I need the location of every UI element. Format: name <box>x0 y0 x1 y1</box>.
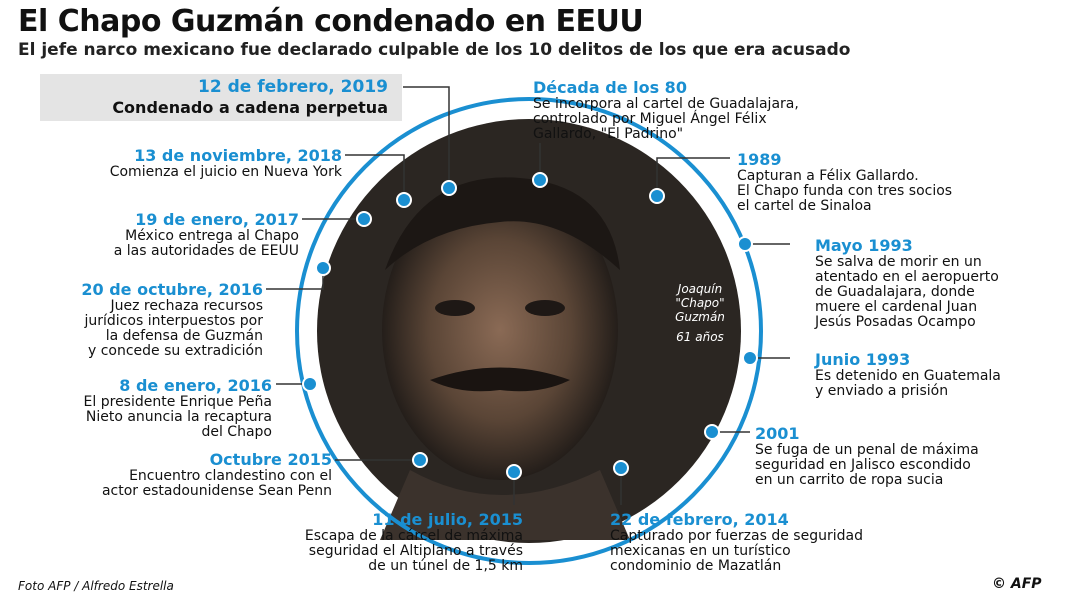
event-line: a las autoridades de EEUU <box>113 243 299 259</box>
event-right <box>737 150 952 214</box>
event-line: Comienza el juicio en Nueva York <box>109 164 342 180</box>
event-date: Junio 1993 <box>815 350 911 369</box>
timeline-dot <box>507 465 521 479</box>
event-date: 8 de enero, 2016 <box>119 376 272 395</box>
timeline-dot <box>397 193 411 207</box>
event-date: 2001 <box>755 424 800 443</box>
event-left <box>102 450 332 499</box>
photo-caption <box>655 282 745 344</box>
event-line: Se incorpora al cartel de Guadalajara, <box>533 96 799 112</box>
event-line: y enviado a prisión <box>815 383 949 399</box>
caption-line: Guzmán <box>675 310 725 324</box>
timeline-dot <box>442 181 456 195</box>
event-line: Nieto anuncia la recaptura <box>85 409 272 425</box>
event-date: Década de los 80 <box>533 78 687 97</box>
event-line: atentado en el aeropuerto <box>815 269 999 285</box>
highlight-box <box>40 74 402 121</box>
event-line: condominio de Mazatlán <box>610 558 782 574</box>
event-date: 20 de octubre, 2016 <box>81 280 263 299</box>
timeline-dot <box>357 212 371 226</box>
event-line: el cartel de Sinaloa <box>737 198 872 214</box>
timeline-dot <box>316 261 330 275</box>
event-left <box>84 376 272 440</box>
event-line: Encuentro clandestino con el <box>129 468 332 484</box>
event-line: controlado por Miguel Ángel Félix <box>533 111 767 127</box>
event-line: en un carrito de ropa sucia <box>755 472 944 488</box>
event-right <box>815 350 1001 399</box>
event-line: Juez rechaza recursos <box>110 298 263 314</box>
caption-line: "Chapo" <box>675 296 725 310</box>
event-date: Mayo 1993 <box>815 236 913 255</box>
event-line: Jesús Posadas Ocampo <box>815 314 976 330</box>
highlight-text: Condenado a cadena perpetua <box>112 98 388 117</box>
event-line: Es detenido en Guatemala <box>815 368 1001 384</box>
event-line: mexicanas en un turístico <box>610 543 791 559</box>
event-line: del Chapo <box>201 424 272 440</box>
page-subtitle: El jefe narco mexicano fue declarado culpable de los 10 delitos de los que era acusado <box>18 40 851 60</box>
timeline-dot <box>650 189 664 203</box>
event-line: muere el cardenal Juan <box>815 299 978 315</box>
afp-logo: © AFP <box>992 576 1042 592</box>
event-date: 19 de enero, 2017 <box>135 210 299 229</box>
event-right <box>533 78 799 142</box>
event-date: 13 de noviembre, 2018 <box>134 146 342 165</box>
caption-age: 61 años <box>676 330 724 344</box>
event-line: Capturado por fuerzas de seguridad <box>610 528 863 544</box>
event-date: Octubre 2015 <box>209 450 332 469</box>
event-line: actor estadounidense Sean Penn <box>101 483 332 499</box>
event-left <box>110 146 342 180</box>
page-title: El Chapo Guzmán condenado en EEUU <box>18 4 644 39</box>
event-line: El presidente Enrique Peña <box>83 394 272 410</box>
event-line: de Guadalajara, donde <box>815 284 975 300</box>
event-right <box>610 510 863 574</box>
event-line: seguridad el Altiplano a través <box>308 543 523 559</box>
timeline-dot <box>738 237 752 251</box>
event-line: Se salva de morir en un <box>815 254 982 270</box>
event-date: 11 de julio, 2015 <box>372 510 523 529</box>
event-line: jurídicos interpuestos por <box>84 313 263 329</box>
event-right <box>815 236 999 330</box>
photo-credit: Foto AFP / Alfredo Estrella <box>18 579 174 593</box>
event-line: El Chapo funda con tres socios <box>737 183 953 199</box>
event-date: 1989 <box>737 150 782 169</box>
event-date: 22 de febrero, 2014 <box>610 510 789 529</box>
event-line: Se fuga de un penal de máxima <box>755 442 979 458</box>
timeline-dot <box>614 461 628 475</box>
highlight-date: 12 de febrero, 2019 <box>198 77 388 97</box>
event-line: Gallardo, "El Padrino" <box>533 126 684 142</box>
timeline-dot <box>705 425 719 439</box>
event-left <box>81 280 263 359</box>
event-left <box>114 210 299 259</box>
event-right <box>755 424 979 488</box>
caption-line: Joaquín <box>677 282 723 296</box>
event-line: y concede su extradición <box>87 343 263 359</box>
timeline-dot <box>743 351 757 365</box>
event-line: Capturan a Félix Gallardo. <box>737 168 919 184</box>
timeline-dot <box>533 173 547 187</box>
event-line: de un túnel de 1,5 km <box>368 558 523 574</box>
timeline-dot <box>303 377 317 391</box>
event-line: la defensa de Guzmán <box>105 328 263 344</box>
event-line: México entrega al Chapo <box>125 228 299 244</box>
event-left <box>305 510 523 574</box>
timeline-dot <box>413 453 427 467</box>
event-line: seguridad en Jalisco escondido <box>755 457 971 473</box>
event-line: Escapa de la cárcel de máxima <box>304 528 523 544</box>
